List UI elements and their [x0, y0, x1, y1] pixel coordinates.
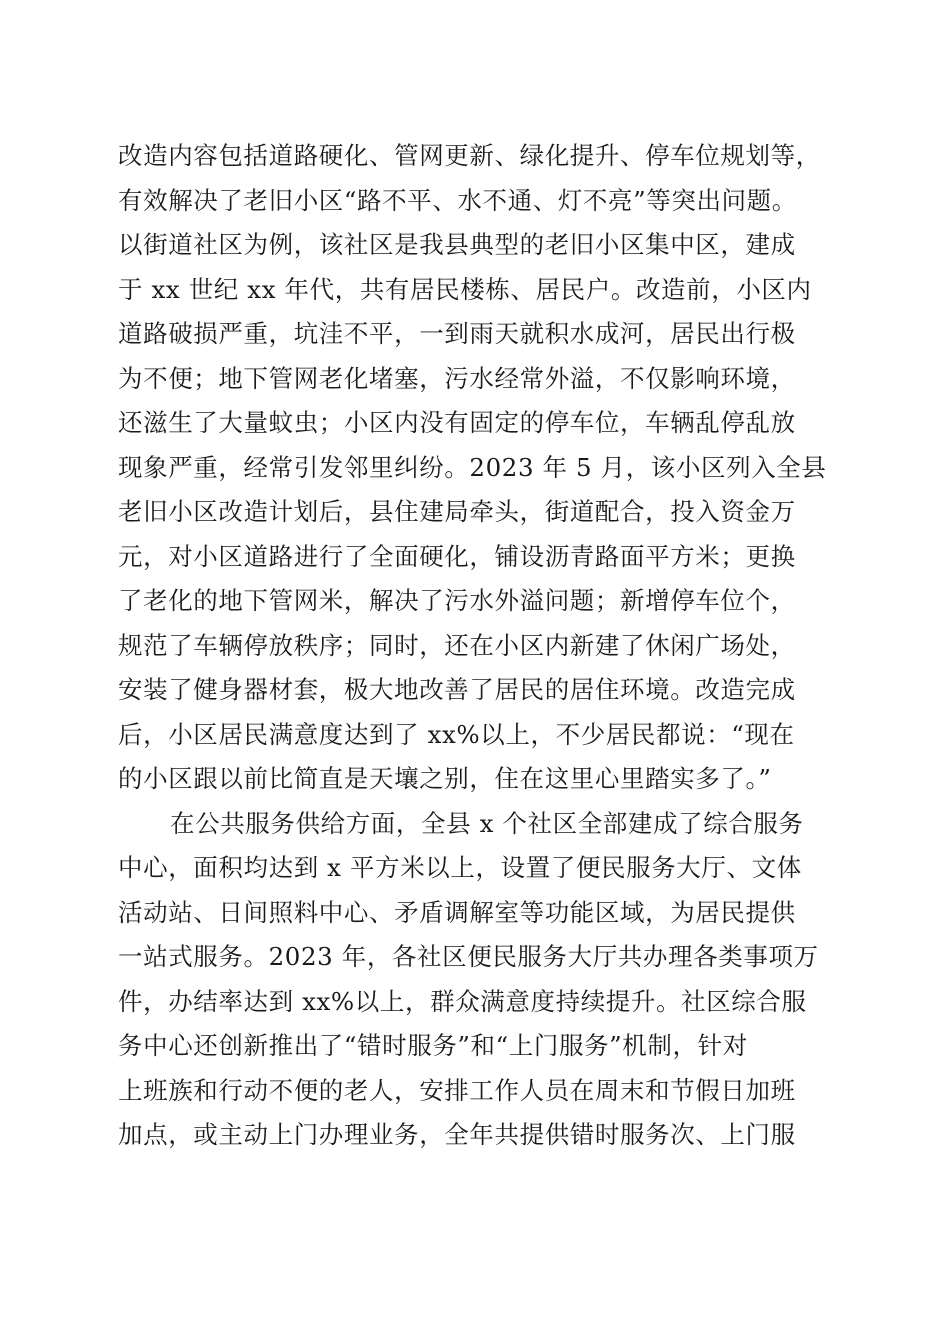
text-line: 中心，面积均达到 x 平方米以上，设置了便民服务大厅、文体	[118, 853, 802, 882]
text-line: 上班族和行动不便的老人，安排工作人员在周末和节假日加班	[118, 1075, 796, 1105]
text-line: 元，对小区道路进行了全面硬化，铺设沥青路面平方米；更换	[118, 541, 796, 571]
text-line: 于 xx 世纪 xx 年代，共有居民楼栋、居民户。改造前，小区内	[118, 274, 812, 304]
text-line: 改造内容包括道路硬化、管网更新、绿化提升、停车位规划等，	[118, 141, 821, 170]
text-line: 现象严重，经常引发邻里纠纷。2023 年 5 月，该小区列入全县	[118, 452, 827, 482]
text-line: 一站式服务。2023 年，各社区便民服务大厅共办理各类事项万	[118, 942, 819, 971]
text-line: 道路破损严重，坑洼不平，一到雨天就积水成河，居民出行极	[118, 319, 796, 348]
text-line: 有效解决了老旧小区“路不平、水不通、灯不亮”等突出问题。	[118, 185, 797, 215]
paragraph-start-line: 在公共服务供给方面，全县 x 个社区全部建成了综合服务	[170, 808, 804, 838]
text-line: 以街道社区为例，该社区是我县典型的老旧小区集中区，建成	[118, 230, 796, 259]
text-line: 后，小区居民满意度达到了 xx%以上，不少居民都说：“现在	[118, 719, 795, 749]
text-line: 件，办结率达到 xx%以上，群众满意度持续提升。社区综合服	[118, 986, 807, 1016]
text-line: 了老化的地下管网米，解决了污水外溢问题；新增停车位个，	[118, 586, 796, 615]
text-line: 加点，或主动上门办理业务，全年共提供错时服务次、上门服	[118, 1120, 796, 1149]
body-text	[118, 134, 834, 1158]
text-line: 务中心还创新推出了“错时服务”和“上门服务”机制，针对	[118, 1031, 748, 1060]
text-line: 还滋生了大量蚊虫；小区内没有固定的停车位，车辆乱停乱放	[118, 408, 796, 437]
text-line: 为不便；地下管网老化堵塞，污水经常外溢，不仅影响环境，	[118, 363, 796, 393]
text-line: 的小区跟以前比简直是天壤之别，住在这里心里踏实多了。”	[118, 764, 772, 793]
text-line: 安装了健身器材套，极大地改善了居民的居住环境。改造完成	[118, 675, 796, 704]
text-line: 老旧小区改造计划后，县住建局牵头，街道配合，投入资金万	[118, 497, 796, 526]
text-line: 活动站、日间照料中心、矛盾调解室等功能区域，为居民提供	[118, 897, 796, 927]
text-line: 规范了车辆停放秩序；同时，还在小区内新建了休闲广场处，	[118, 630, 796, 660]
